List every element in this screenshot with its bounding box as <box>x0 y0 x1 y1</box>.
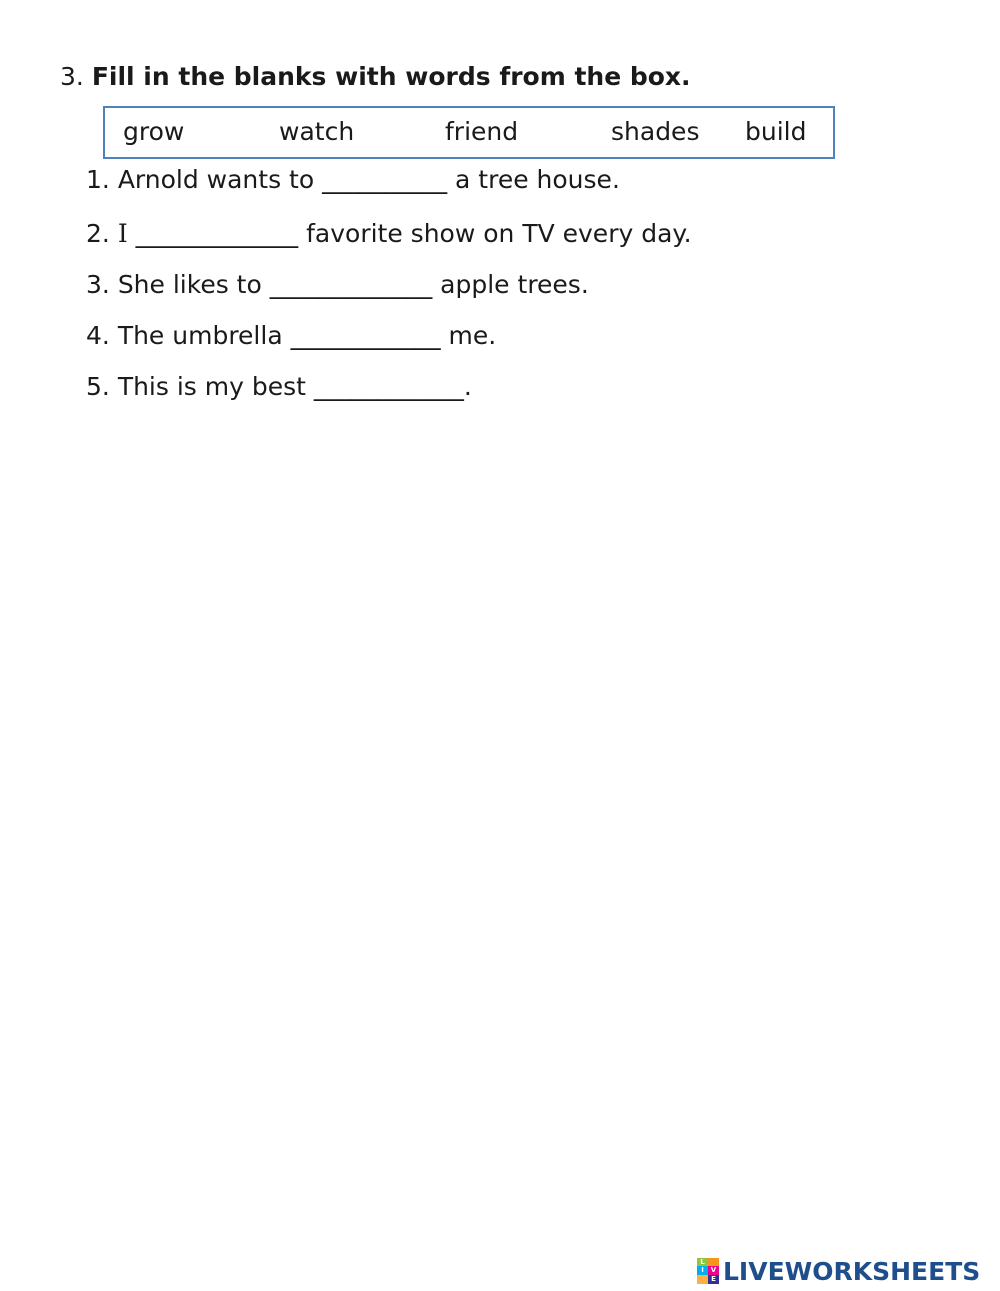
answer-blank[interactable]: ____________ <box>313 372 464 401</box>
question-text-before: I <box>117 219 128 248</box>
word-box-item-build[interactable]: build <box>745 117 807 146</box>
exercise-instruction: Fill in the blanks with words from the box. <box>91 62 691 91</box>
answer-blank[interactable]: __________ <box>322 165 448 194</box>
word-box-item-grow[interactable]: grow <box>123 117 185 146</box>
word-box-item-shades[interactable]: shades <box>611 117 700 146</box>
answer-blank[interactable]: _____________ <box>127 219 299 248</box>
question-item-3 <box>86 268 589 302</box>
answer-blank[interactable]: _____________ <box>269 270 433 299</box>
logo-mark-tile: L <box>697 1258 708 1266</box>
question-number: 1. <box>86 165 110 194</box>
question-text-after: . <box>463 372 472 401</box>
question-text-after: a tree house. <box>447 165 620 194</box>
question-text-before: The umbrella <box>117 321 291 350</box>
question-number: 2. <box>86 219 110 248</box>
question-number: 3. <box>86 270 110 299</box>
exercise-number: 3. <box>60 62 84 91</box>
word-box-item-watch[interactable]: watch <box>279 117 355 146</box>
word-box-item-friend[interactable]: friend <box>445 117 519 146</box>
logo-mark-tile: I <box>697 1266 708 1275</box>
question-item-2 <box>86 217 692 251</box>
question-text-after: apple trees. <box>432 270 589 299</box>
question-item-1 <box>86 163 620 197</box>
liveworksheets-mark-icon <box>697 1258 719 1284</box>
question-text-after: favorite show on TV every day. <box>298 219 692 248</box>
question-text-after: me. <box>440 321 497 350</box>
answer-blank[interactable]: ____________ <box>290 321 441 350</box>
liveworksheets-wordmark: LIVEWORKSHEETS <box>723 1256 981 1286</box>
question-text-before: This is my best <box>117 372 314 401</box>
logo-mark-tile: E <box>708 1275 719 1284</box>
question-number: 5. <box>86 372 110 401</box>
logo-mark-tile <box>708 1258 719 1266</box>
question-text-before: Arnold wants to <box>117 165 323 194</box>
question-number: 4. <box>86 321 110 350</box>
question-text-before: She likes to <box>117 270 270 299</box>
logo-mark-tile: V <box>708 1266 719 1275</box>
logo-mark-tile <box>697 1275 708 1284</box>
exercise-heading <box>60 60 691 94</box>
question-item-5 <box>86 370 472 404</box>
liveworksheets-logo <box>697 1253 980 1289</box>
question-item-4 <box>86 319 496 353</box>
word-box <box>103 106 835 159</box>
